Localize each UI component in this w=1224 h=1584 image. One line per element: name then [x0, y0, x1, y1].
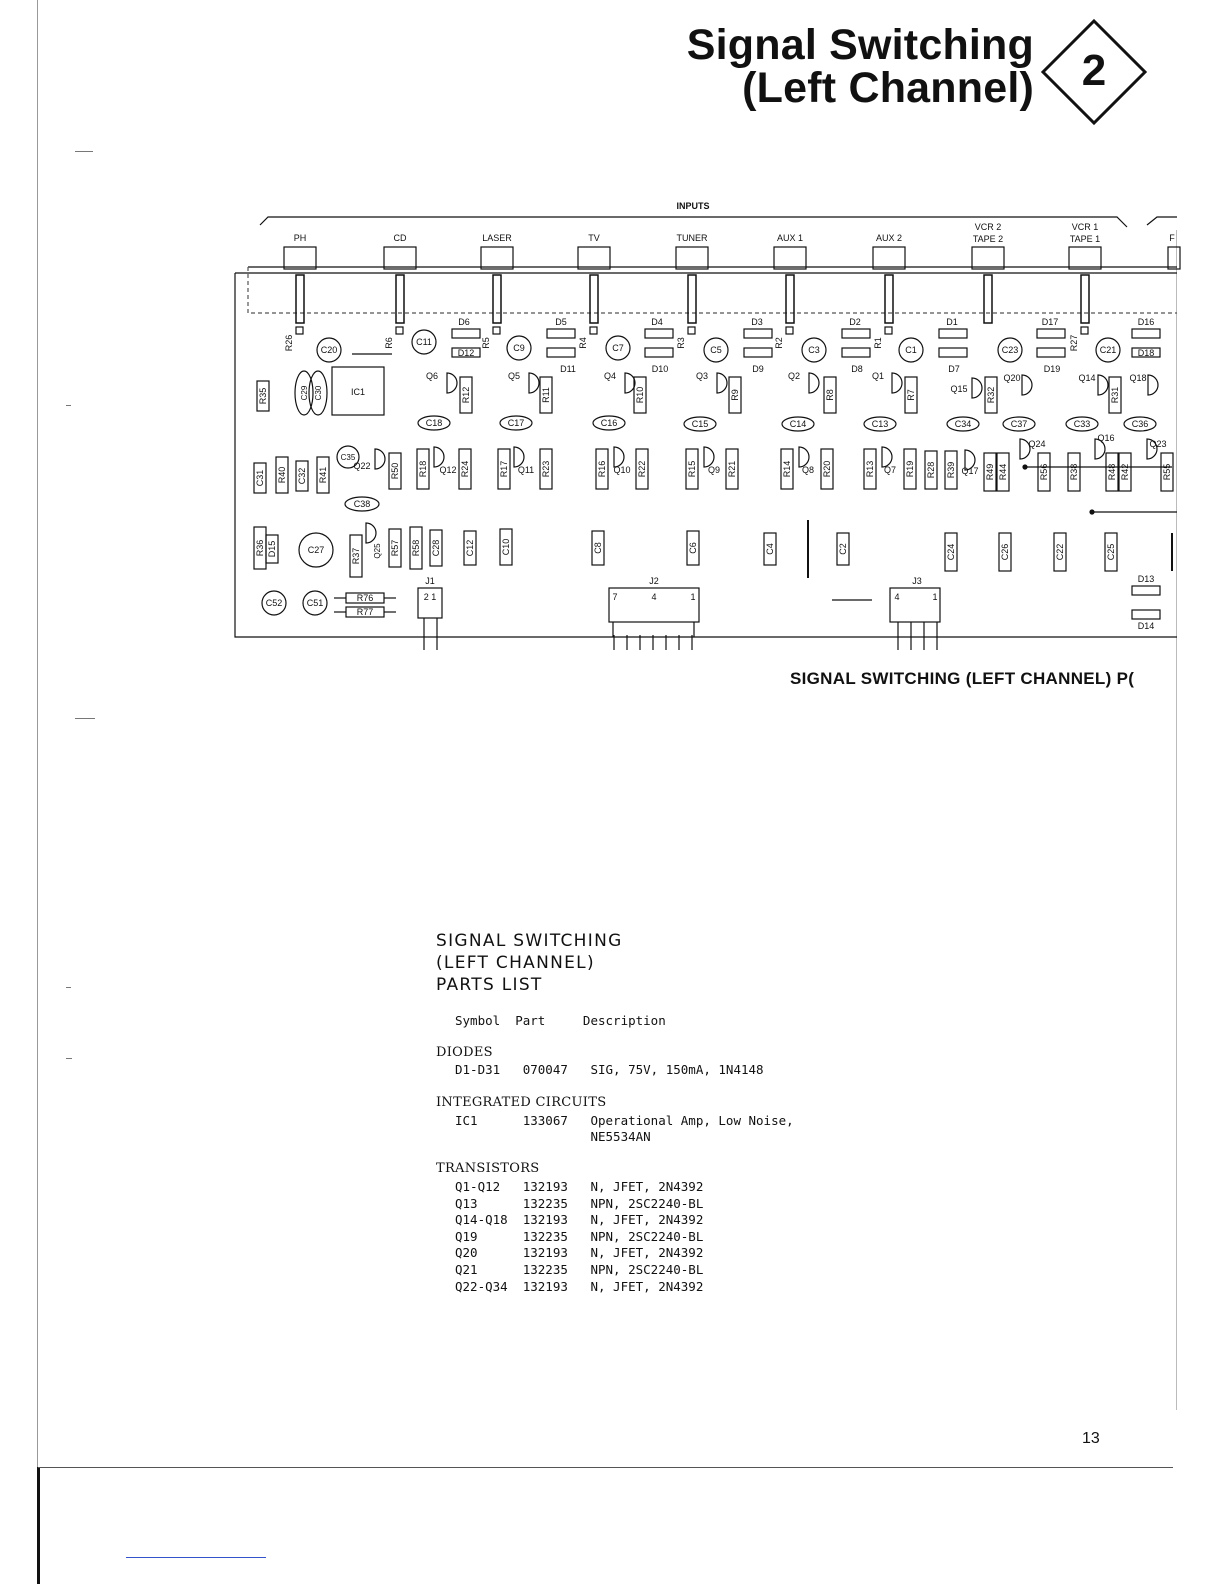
part-label: C24 — [946, 543, 956, 561]
cap-label: C11 — [416, 337, 432, 347]
margin-tick — [66, 1058, 72, 1059]
diode-label: D12 — [457, 348, 475, 358]
diode-label: D13 — [1137, 574, 1155, 584]
parts-row: Q1-Q12 132193 N, JFET, 2N4392 — [455, 1179, 704, 1194]
resistor-label: R12 — [461, 386, 471, 404]
parts-list-column-headers: Symbol Part Description — [455, 1013, 666, 1028]
connector-pin: 1 — [932, 592, 938, 602]
part-label: C2 — [838, 543, 848, 555]
transistor-label: Q6 — [425, 371, 439, 381]
cap-label: C17 — [507, 418, 525, 428]
transistor-label: Q16 — [1097, 433, 1115, 443]
page-number: 13 — [1082, 1430, 1100, 1447]
part-label: R20 — [822, 460, 832, 478]
diode-label: D7 — [948, 364, 960, 374]
cap-label: C3 — [808, 345, 820, 355]
parts-row: Q13 132235 NPN, 2SC2240-BL — [455, 1196, 704, 1211]
cap-label: C20 — [320, 345, 338, 355]
diode-label: D2 — [849, 317, 861, 327]
resistor-label: R32 — [986, 386, 996, 404]
part-label: R14 — [782, 460, 792, 478]
transistor-label: Q12 — [439, 465, 457, 475]
part-label: R42 — [1120, 463, 1130, 481]
resistor-label: R11 — [541, 387, 551, 403]
jack-label: AUX 2 — [875, 233, 903, 243]
resistor-label: R76 — [356, 593, 374, 603]
part-label: R21 — [727, 460, 737, 478]
resistor-label: R6 — [384, 337, 394, 349]
diode-label: D11 — [560, 364, 576, 374]
cap-label: C52 — [265, 598, 283, 608]
margin-tick — [75, 718, 95, 719]
diode-label: D17 — [1041, 317, 1059, 327]
part-label: R37 — [351, 547, 361, 565]
part-label: R19 — [905, 460, 915, 478]
connector-pin: 1 — [690, 592, 696, 602]
title-line-1: Signal Switching — [686, 21, 1034, 69]
ic-label: IC1 — [350, 387, 366, 397]
page-title — [686, 21, 1034, 112]
part-label: R16 — [597, 460, 607, 478]
cap-label: C7 — [612, 343, 624, 353]
diode-label: D1 — [946, 317, 958, 327]
transistor-label: Q17 — [961, 466, 979, 476]
part-label: R41 — [318, 466, 328, 484]
transistor-label: Q14 — [1078, 373, 1096, 383]
resistor-label: R26 — [284, 334, 294, 352]
transistor-label: Q15 — [950, 384, 968, 394]
parts-row: D1-D31 070047 SIG, 75V, 150mA, 1N4148 — [455, 1062, 764, 1077]
part-label: R24 — [460, 460, 470, 478]
left-margin-binding — [37, 1467, 40, 1584]
bottom-rule — [38, 1467, 1173, 1468]
resistor-label: R4 — [578, 337, 588, 349]
transistor-label: Q4 — [603, 371, 617, 381]
part-label: C32 — [297, 467, 307, 485]
connector-pins: 2 1 — [423, 592, 437, 602]
part-label: C22 — [1055, 543, 1065, 561]
cap-label: C18 — [425, 418, 443, 428]
resistor-label: R1 — [873, 337, 883, 349]
cap-label: C14 — [789, 419, 807, 429]
part-label: R39 — [946, 461, 956, 479]
parts-row: IC1 133067 Operational Amp, Low Noise, — [455, 1113, 794, 1128]
transistor-label: Q20 — [1003, 373, 1021, 383]
part-label: R38 — [1069, 463, 1079, 481]
part-label: C12 — [465, 539, 475, 557]
part-label: R28 — [926, 461, 936, 479]
resistor-label: R27 — [1069, 334, 1079, 352]
jack-label: AUX 1 — [776, 233, 804, 243]
part-label: R56 — [1039, 463, 1049, 481]
transistor-label: Q7 — [883, 465, 897, 475]
margin-tick — [66, 405, 71, 406]
parts-list-heading — [436, 930, 623, 996]
part-label: R23 — [541, 460, 551, 478]
cap-label: C16 — [600, 418, 618, 428]
transistor-label: Q24 — [1028, 439, 1046, 449]
part-label: C28 — [431, 539, 441, 557]
section-integrated-circuits: INTEGRATED CIRCUITS — [436, 1095, 607, 1110]
cap-label: C29 — [300, 385, 309, 401]
part-label: R18 — [418, 460, 428, 478]
resistor-label: R3 — [676, 337, 686, 349]
cap-label: C13 — [871, 419, 889, 429]
cap-label: C27 — [307, 545, 325, 555]
diode-label: D18 — [1137, 348, 1155, 358]
cap-label: C21 — [1099, 345, 1117, 355]
part-label: R57 — [390, 539, 400, 557]
section-diodes: DIODES — [436, 1045, 493, 1060]
part-label: R55 — [1162, 463, 1172, 481]
part-label: C31 — [255, 469, 265, 487]
part-label: R49 — [985, 463, 995, 481]
resistor-label: R10 — [635, 386, 645, 404]
cap-label: C30 — [314, 385, 323, 401]
transistor-label: Q23 — [1149, 439, 1167, 449]
jack-label: TAPE 2 — [972, 234, 1004, 244]
cap-label: C34 — [954, 419, 972, 429]
diode-label: D8 — [851, 364, 863, 374]
part-label: R44 — [998, 463, 1008, 481]
cap-label: C5 — [710, 345, 722, 355]
cap-label: C9 — [513, 343, 525, 353]
jack-label: VCR 1 — [1071, 222, 1099, 232]
resistor-label: R9 — [730, 389, 740, 401]
parts-row: Q19 132235 NPN, 2SC2240-BL — [455, 1229, 704, 1244]
part-label: R17 — [499, 460, 509, 478]
part-label: D15 — [267, 540, 277, 558]
part-label: C10 — [501, 538, 511, 556]
transistor-label: Q25 — [373, 543, 382, 559]
heading-line: PARTS LIST — [436, 975, 543, 995]
diode-label: D3 — [751, 317, 763, 327]
connector-label: J2 — [649, 576, 659, 586]
jack-label: VCR 2 — [974, 222, 1002, 232]
diode-label: D5 — [555, 317, 567, 327]
cap-label: C35 — [340, 453, 356, 462]
bottom-link-underline — [126, 1557, 266, 1558]
cap-label: C33 — [1073, 419, 1091, 429]
transistor-label: Q9 — [707, 465, 721, 475]
diode-label: D16 — [1137, 317, 1155, 327]
part-label: C26 — [1000, 543, 1010, 561]
inputs-label: INPUTS — [676, 201, 710, 211]
part-label: C4 — [765, 543, 775, 555]
heading-line: SIGNAL SWITCHING — [436, 931, 623, 951]
cap-label: C1 — [905, 345, 917, 355]
connector-label: J1 — [425, 576, 435, 586]
connector-pin: 4 — [651, 592, 657, 602]
diode-label: D14 — [1137, 621, 1155, 631]
transistor-label: Q18 — [1129, 373, 1147, 383]
transistor-label: Q1 — [871, 371, 885, 381]
resistor-label: R77 — [356, 607, 374, 617]
jack-label: TV — [588, 233, 600, 243]
jack-label: LASER — [482, 233, 512, 243]
part-label: C25 — [1106, 543, 1116, 561]
transistor-label: Q8 — [801, 465, 815, 475]
jack-label: TUNER — [676, 233, 708, 243]
transistor-label: Q3 — [695, 371, 709, 381]
connector-pin: 7 — [612, 592, 618, 602]
jack-label: CD — [393, 233, 407, 243]
jack-label: F — [1169, 233, 1175, 243]
resistor-label: R8 — [825, 389, 835, 401]
transistor-label: Q10 — [613, 465, 631, 475]
heading-line: (LEFT CHANNEL) — [436, 953, 595, 973]
parts-row: Q14-Q18 132193 N, JFET, 2N4392 — [455, 1212, 704, 1227]
parts-row: Q21 132235 NPN, 2SC2240-BL — [455, 1262, 704, 1277]
part-label: C8 — [593, 542, 603, 554]
cap-label: C15 — [691, 419, 709, 429]
cap-label: C51 — [306, 598, 324, 608]
resistor-label: R2 — [774, 337, 784, 349]
cap-label: C36 — [1131, 419, 1149, 429]
resistor-label: R5 — [481, 337, 491, 349]
part-label: R40 — [277, 466, 287, 484]
connector-pin: 4 — [894, 592, 900, 602]
part-label: R22 — [637, 460, 647, 478]
resistor-label: R31 — [1110, 386, 1120, 404]
part-label: R50 — [390, 462, 400, 480]
part-label: R36 — [255, 539, 265, 557]
cap-label: C38 — [353, 499, 371, 509]
margin-tick — [75, 151, 93, 152]
diode-label: D9 — [752, 364, 764, 374]
part-label: R48 — [1107, 463, 1117, 481]
transistor-label: Q22 — [353, 461, 371, 471]
parts-row: Q20 132193 N, JFET, 2N4392 — [455, 1245, 704, 1260]
left-margin-line — [37, 0, 38, 1584]
part-label: R58 — [411, 539, 421, 557]
parts-row: NE5534AN — [455, 1129, 651, 1144]
diode-label: D19 — [1043, 364, 1061, 374]
part-label: R15 — [687, 460, 697, 478]
parts-row: Q22-Q34 132193 N, JFET, 2N4392 — [455, 1279, 704, 1294]
resistor-label: R35 — [258, 387, 268, 405]
jack-label: TAPE 1 — [1069, 234, 1101, 244]
diode-label: D4 — [651, 317, 663, 327]
transistor-label: Q5 — [507, 371, 521, 381]
section-number: 2 — [1081, 46, 1107, 95]
cap-label: C37 — [1010, 419, 1028, 429]
jack-label: PH — [293, 233, 307, 243]
part-label: C6 — [688, 542, 698, 554]
pcb-caption: SIGNAL SWITCHING (LEFT CHANNEL) P( — [790, 669, 1135, 688]
section-transistors: TRANSISTORS — [436, 1161, 540, 1176]
part-label: R13 — [865, 460, 875, 478]
margin-tick — [66, 987, 71, 988]
diode-label: D10 — [651, 364, 669, 374]
diode-label: D6 — [458, 317, 470, 327]
cap-label: C23 — [1001, 345, 1019, 355]
title-line-2: (Left Channel) — [742, 64, 1034, 112]
connector-label: J3 — [912, 576, 922, 586]
pcb-layout-diagram — [232, 195, 1182, 650]
resistor-label: R7 — [906, 389, 916, 401]
transistor-label: Q2 — [787, 371, 801, 381]
transistor-label: Q11 — [517, 465, 535, 475]
